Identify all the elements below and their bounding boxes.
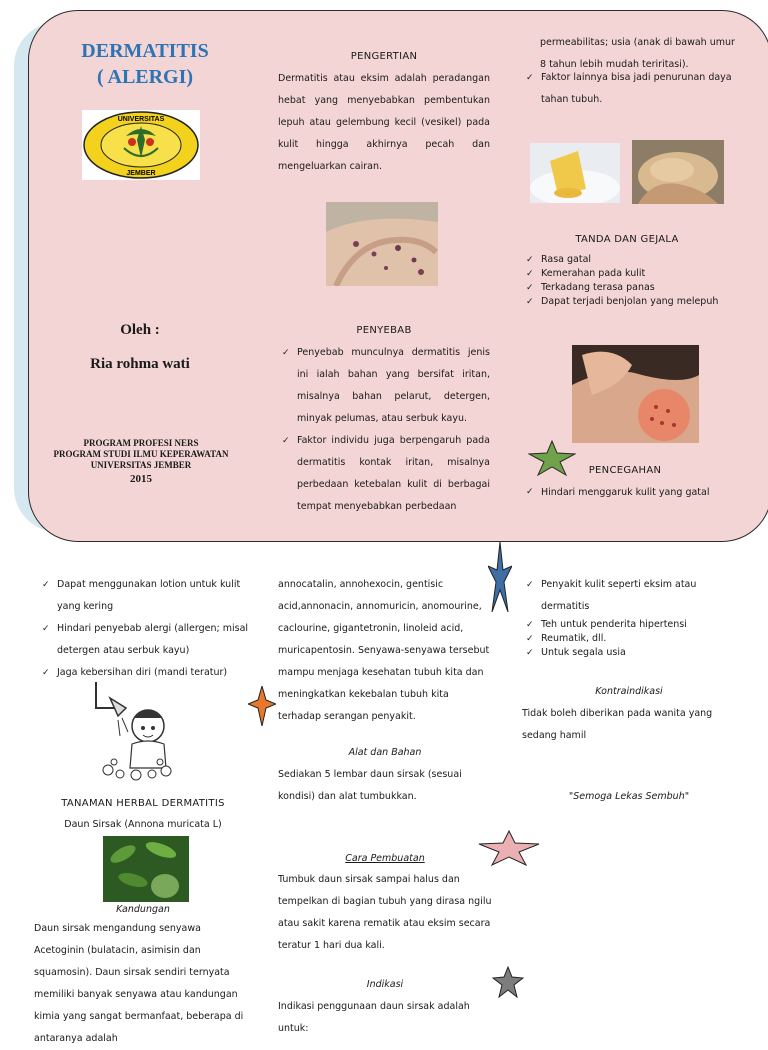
herbal-heading: TANAMAN HERBAL DERMATITIS — [61, 798, 225, 809]
author-name: Ria rohma wati — [90, 356, 190, 372]
cara-text: Tumbuk daun sirsak sampai halus dan tempelkan di bagian tubuh yang dirasa ngilu atau sakit karena rematik atau eksim secara teratur 1 hari dua kali. — [278, 874, 492, 951]
list-item: ✓ Jaga kebersihan diri (mandi teratur) — [38, 662, 252, 684]
pencegahan-heading: PENCEGAHAN — [588, 465, 662, 476]
indikasi-text: Indikasi penggunaan daun sirsak adalah untuk: — [278, 1001, 470, 1034]
list-item: ✓ Reumatik, dll. — [522, 632, 736, 646]
year: 2015 — [130, 473, 152, 485]
by-label: Oleh : — [120, 322, 160, 338]
dermatitis-legs-photo — [326, 202, 438, 286]
sawdust-photo — [632, 140, 724, 204]
alat-heading: Alat dan Bahan — [348, 747, 422, 758]
penyebab-list — [278, 342, 490, 518]
brochure-title — [50, 38, 240, 90]
title-line-2: ( ALERGI) — [96, 66, 194, 88]
continuation-line-1: permeabilitas; usia (anak di bawah umur — [540, 37, 735, 48]
university-logo — [82, 110, 200, 180]
program-line-3: UNIVERSITAS JEMBER — [90, 460, 192, 470]
panel-right-list — [522, 67, 736, 111]
svg-text:JEMBER: JEMBER — [126, 170, 156, 177]
list-item: ✓ Faktor lainnya bisa jadi penurunan daya tahan tubuh. — [522, 67, 736, 111]
plant-name: Daun Sirsak (Annona muricata L) — [64, 819, 222, 830]
compounds-text: annocatalin, annohexocin, gentisic acid,annonacin, annomuricin, anomourine, caclourine, gigantetronin, linoleid acid, muricapentosin. Senyawa-senyawa tersebut mampu menjaga kesehatan tubuh kita dan meningkatkan kekebalan tubuh kita terhadap serangan penyakit. — [278, 579, 490, 722]
cara-heading: Cara Pembuatan — [345, 853, 425, 864]
kontraindikasi-heading: Kontraindikasi — [595, 686, 663, 697]
list-item: ✓ Untuk segala usia — [522, 646, 736, 660]
tanda-heading: TANDA DAN GEJALA — [575, 234, 679, 245]
title-line-1: DERMATITIS — [81, 40, 209, 62]
list-item: ✓ Dapat menggunakan lotion untuk kulit yang kering — [38, 574, 252, 618]
kandungan-heading: Kandungan — [116, 904, 170, 915]
indikasi-list — [522, 574, 736, 660]
penyebab-heading: PENYEBAB — [356, 325, 412, 336]
program-info — [38, 438, 244, 485]
star-orange-icon — [248, 686, 276, 726]
svg-text:UNIVERSITAS: UNIVERSITAS — [117, 116, 165, 123]
list-item: ✓ Penyebab munculnya dermatitis jenis ini ialah bahan yang bersifat iritan, misalnya bahan pelarut, detergen, minyak pelumas, atau serbuk kayu. — [278, 342, 490, 430]
detergent-photo — [530, 143, 620, 203]
list-item: ✓ Hindari penyebab alergi (allergen; misal detergen atau serbuk kayu) — [38, 618, 252, 662]
continuation-line-2: 8 tahun lebih mudah teriritasi). — [540, 59, 689, 70]
closing-message: "Semoga Lekas Sembuh" — [568, 791, 690, 802]
list-item: ✓ Kemerahan pada kulit — [522, 267, 736, 281]
list-item: ✓ Rasa gatal — [522, 253, 736, 267]
list-item: ✓ Teh untuk penderita hipertensi — [522, 618, 736, 632]
tanda-list — [522, 253, 736, 309]
pencegahan-list — [522, 487, 736, 498]
alat-text: Sediakan 5 lembar daun sirsak (sesuai kondisi) dan alat tumbukkan. — [278, 769, 462, 802]
list-item: ✓ Faktor individu juga berpengaruh pada dermatitis kontak iritan, misalnya perbedaan ketebalan kulit di berbagai tempat menyebabkan perbedaan — [278, 430, 490, 518]
pengertian-text: Dermatitis atau eksim adalah peradangan hebat yang menyebabkan pembentukan lepuh atau gelembung kecil (vesikel) pada kulit hingga akhirnya pecah dan mengeluarkan cairan. — [278, 73, 490, 172]
kontraindikasi-text: Tidak boleh diberikan pada wanita yang sedang hamil — [522, 708, 713, 741]
list-item: ✓ Penyakit kulit seperti eksim atau dermatitis — [522, 574, 736, 618]
star-gray-icon — [492, 966, 524, 998]
list-item: ✓ Dapat terjadi benjolan yang melepuh — [522, 295, 736, 309]
program-line-2: PROGRAM STUDI ILMU KEPERAWATAN — [53, 449, 229, 459]
kandungan-text: Daun sirsak mengandung senyawa Acetoginin (bulatacin, asimisin dan squamosin). Daun sirsak sendiri ternyata memiliki banyak senyawa atau kandungan kimia yang sangat bermanfaat, beberapa di antaranya adalah — [34, 923, 244, 1044]
list-item: ✓ Terkadang terasa panas — [522, 281, 736, 295]
bathing-child-illustration — [88, 678, 183, 783]
scratching-arm-photo — [572, 345, 699, 443]
soursop-leaf-photo — [103, 836, 189, 902]
program-line-1: PROGRAM PROFESI NERS — [83, 438, 199, 448]
prevention-list-continued — [38, 574, 252, 684]
pengertian-heading: PENGERTIAN — [350, 51, 418, 62]
indikasi-heading: Indikasi — [366, 979, 404, 990]
list-item: ✓ Hindari menggaruk kulit yang gatal — [522, 487, 736, 498]
